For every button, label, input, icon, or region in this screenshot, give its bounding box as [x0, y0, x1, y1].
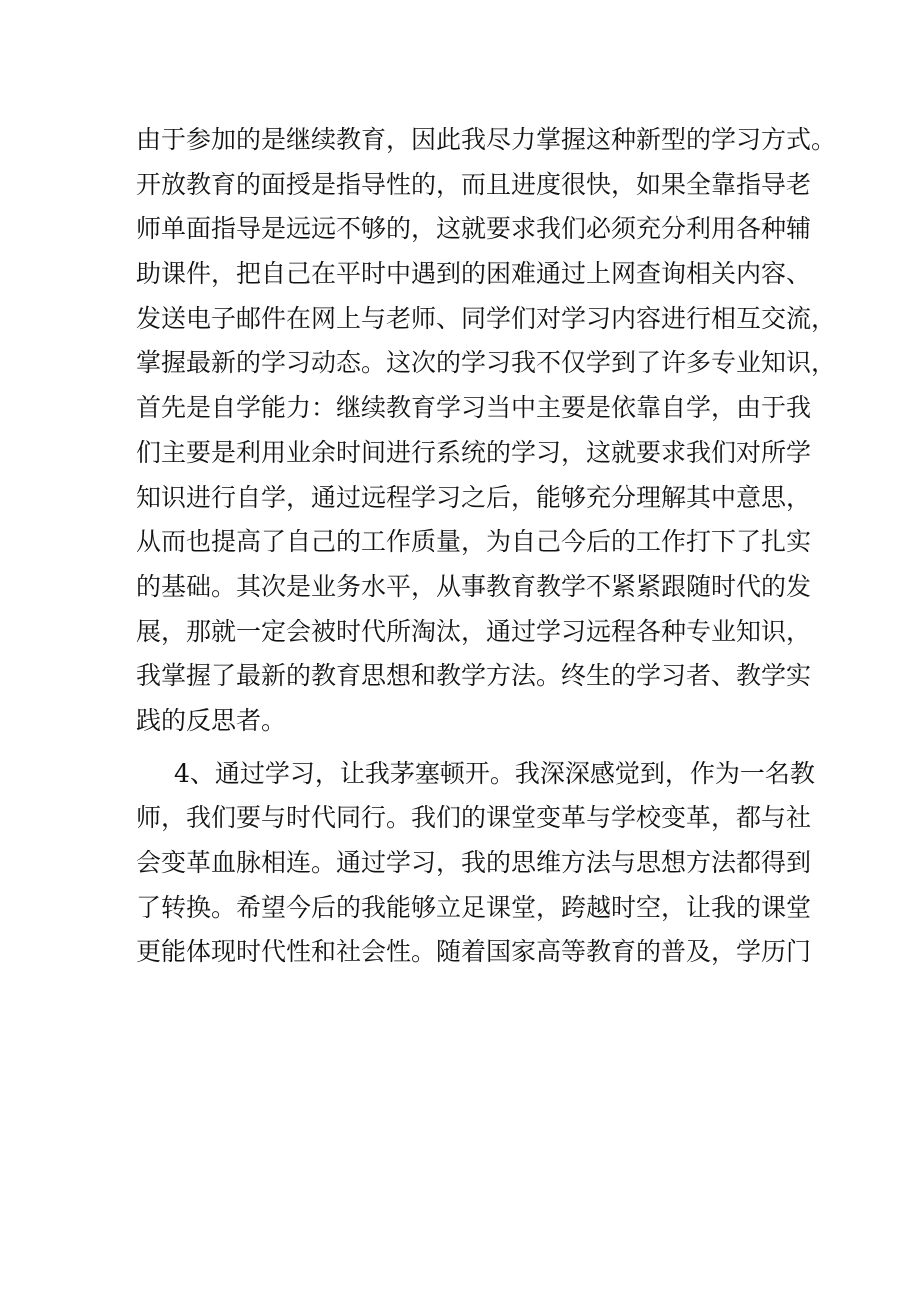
text-line: 更能体现时代性和社会性。随着国家高等教育的普及，学历门: [136, 937, 812, 967]
text-line: 助课件，把自己在平时中遇到的困难通过上网查询相关内容、: [136, 259, 812, 289]
text-line: 践的反思者。: [136, 705, 287, 735]
text-line: 发送电子邮件在网上与老师、同学们对学习内容进行相互交流，: [136, 303, 837, 333]
text-line: 的基础。其次是业务水平，从事教育教学不紧紧跟随时代的发: [136, 571, 812, 601]
paragraph-2: [136, 752, 815, 975]
text-line: 师，我们要与时代同行。我们的课堂变革与学校变革，都与社: [136, 803, 812, 833]
document-body: [136, 118, 837, 975]
text-line: 会变革血脉相连。通过学习，我的思维方法与思想方法都得到: [136, 848, 812, 877]
text-line: 由于参加的是继续教育，因此我尽力掌握这种新型的学习方式。: [136, 125, 837, 154]
text-line: 师单面指导是远远不够的，这就要求我们必须充分利用各种辅: [136, 214, 812, 244]
text-line: 展，那就一定会被时代所淘汰，通过学习远程各种专业知识，: [136, 616, 812, 646]
text-line: 们主要是利用业余时间进行系统的学习，这就要求我们对所学: [136, 437, 812, 467]
paragraph-gap: [136, 744, 796, 752]
text-line: 了转换。希望今后的我能够立足课堂，跨越时空，让我的课堂: [136, 892, 812, 922]
text-line: 知识进行自学，通过远程学习之后，能够充分理解其中意思，: [136, 482, 812, 512]
text-line: 4、通过学习，让我茅塞顿开。我深深感觉到，作为一名教: [174, 758, 815, 788]
text-line: 开放教育的面授是指导性的，而且进度很快，如果全靠指导老: [136, 169, 812, 199]
text-line: 我掌握了最新的教育思想和教学方法。终生的学习者、教学实: [136, 661, 812, 691]
text-line: 首先是自学能力：继续教育学习当中主要是依靠自学，由于我: [136, 393, 812, 423]
paragraph-1: [136, 118, 837, 744]
text-line: 掌握最新的学习动态。这次的学习我不仅学到了许多专业知识，: [136, 348, 837, 378]
text-line: 从而也提高了自己的工作质量，为自己今后的工作打下了扎实: [136, 527, 812, 557]
